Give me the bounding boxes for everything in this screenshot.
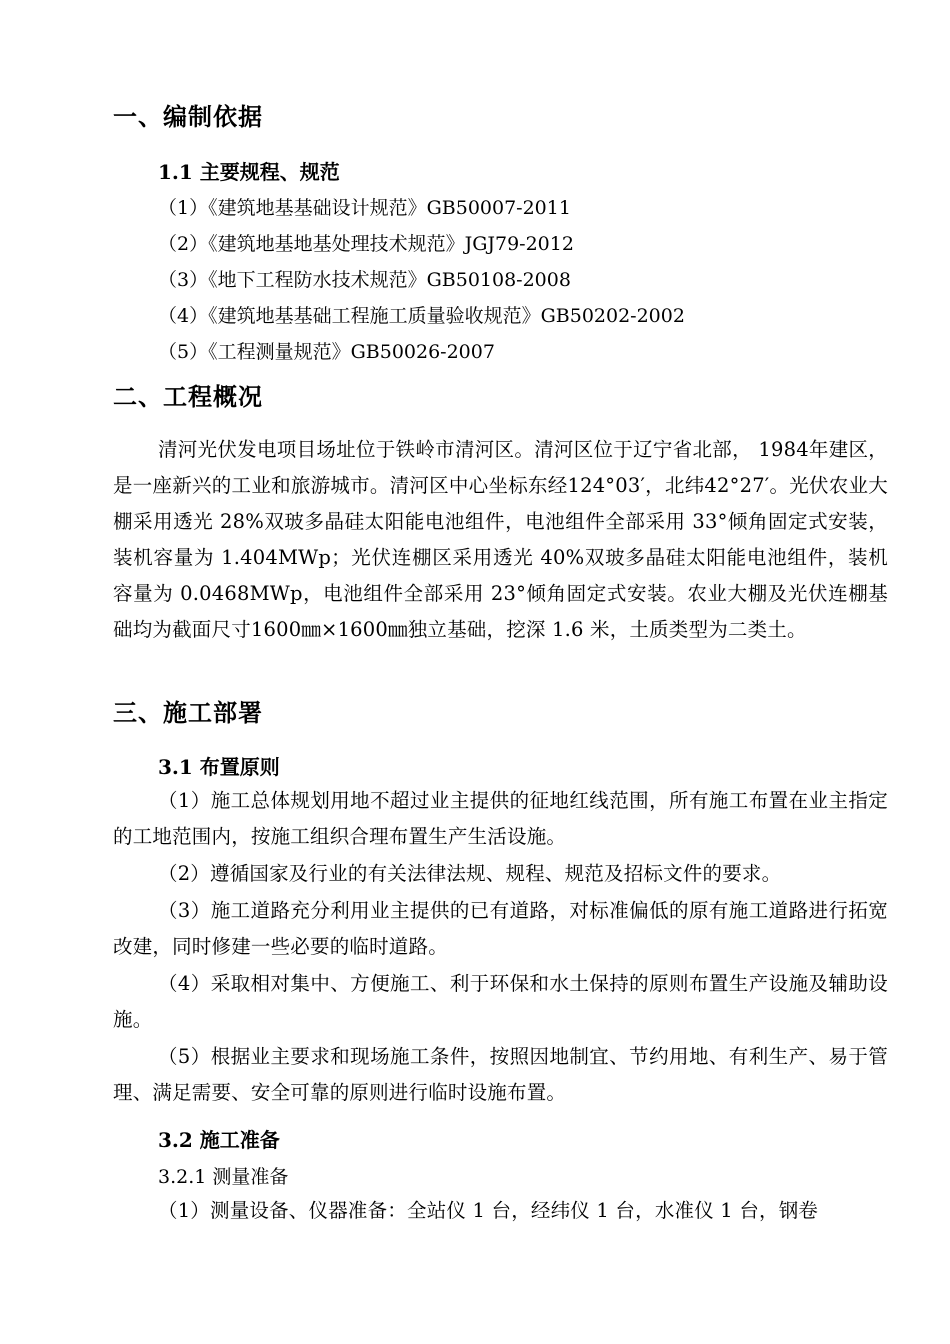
subsection-heading-preparation: 3.2 施工准备	[158, 1128, 280, 1152]
survey-paragraph: （1）测量设备、仪器准备：全站仪 1 台，经纬仪 1 台，水准仪 1 台，钢卷	[158, 1199, 819, 1222]
reference-item: （5）《工程测量规范》GB50026-2007	[158, 341, 495, 363]
overview-paragraph: 清河光伏发电项目场址位于铁岭市清河区。清河区位于辽宁省北部， 1984年建区，是一座新兴的工业和旅游城市。清河区中心坐标东经124°03′，北纬42°27′。光伏农业大棚采用透光 28%双玻多晶硅太阳能电池组件，电池组件全部采用 33°倾角固定式安装，装机容量为 1.404MWp；光伏连棚区采用透光 40%双玻多晶硅太阳能电池组件，装机容量为 0.0468MWp，电池组件全部采用 23°倾角固定式安装。农业大棚及光伏连棚基础均为截面尺寸1600㎜×1600㎜独立基础，挖深 1.6 米，土质类型为二类土。	[113, 438, 888, 641]
principle-paragraph: （5）根据业主要求和现场施工条件，按照因地制宜、节约用地、有利生产、易于管理、满足需要、安全可靠的原则进行临时设施布置。	[113, 1045, 888, 1104]
section-heading-overview: 二、工程概况	[113, 382, 263, 411]
subsection-heading-codes: 1.1 主要规程、规范	[158, 160, 340, 184]
principle-paragraph: （2）遵循国家及行业的有关法律法规、规程、规范及招标文件的要求。	[158, 862, 782, 885]
principle-paragraph: （3）施工道路充分利用业主提供的已有道路，对标准偏低的原有施工道路进行拓宽改建，同时修建一些必要的临时道路。	[113, 899, 888, 958]
principle-paragraph: （1）施工总体规划用地不超过业主提供的征地红线范围，所有施工布置在业主指定的工地范围内，按施工组织合理布置生产生活设施。	[113, 789, 888, 848]
subsection-heading-principles: 3.1 布置原则	[158, 755, 280, 779]
principle-paragraph: （4）采取相对集中、方便施工、利于环保和水土保持的原则布置生产设施及辅助设施。	[113, 972, 888, 1031]
reference-item: （3）《地下工程防水技术规范》GB50108-2008	[158, 269, 571, 291]
section-heading-basis: 一、编制依据	[113, 102, 263, 131]
reference-item: （4）《建筑地基基础工程施工质量验收规范》GB50202-2002	[158, 305, 685, 327]
reference-item: （1）《建筑地基基础设计规范》GB50007-2011	[158, 197, 571, 219]
section-heading-deployment: 三、施工部署	[113, 698, 263, 727]
sub-subsection-heading-survey: 3.2.1 测量准备	[158, 1166, 289, 1188]
reference-item: （2）《建筑地基地基处理技术规范》JGJ79-2012	[158, 233, 574, 255]
